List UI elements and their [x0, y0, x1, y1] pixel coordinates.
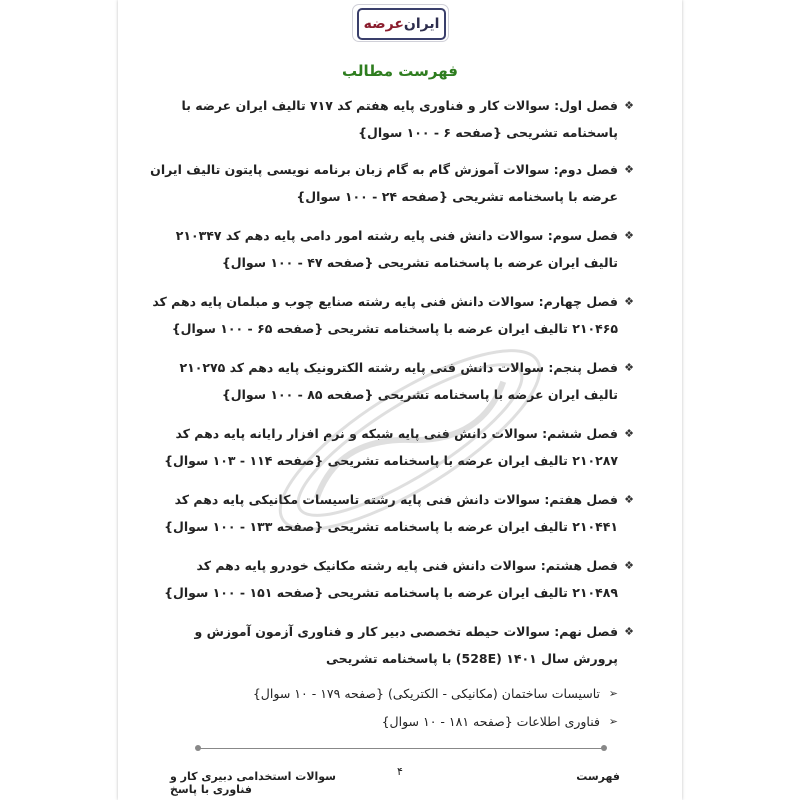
- diamond-bullet-icon: ❖: [624, 99, 634, 112]
- diamond-bullet-icon: ❖: [624, 559, 634, 572]
- toc-item-text: فصل چهارم: سوالات دانش فنی پایه رشته صنایع چوب و مبلمان پایه دهم کد ۲۱۰۴۶۵ تالیف ایران عرضه با پاسخنامه تشریحی {صفحه ۶۵ - ۱۰۰ سوال}: [152, 294, 618, 336]
- arrow-bullet-icon: ➢: [608, 687, 618, 700]
- toc-subitem-text: تاسیسات ساختمان (مکانیکی - الکتریکی) {صفحه ۱۷۹ - ۱۰ سوال}: [252, 686, 600, 701]
- toc-item: [150, 222, 636, 276]
- logo-text-b: عرضه: [363, 16, 404, 32]
- diamond-bullet-icon: ❖: [624, 229, 634, 242]
- toc-item-text: فصل نهم: سوالات حیطه تخصصی دبیر کار و فناوری آزمون آموزش و پرورش سال ۱۴۰۱ (528E) با پاسخنامه تشریحی: [194, 624, 618, 666]
- toc-item-text: فصل هفتم: سوالات دانش فنی پایه رشته تاسیسات مکانیکی پایه دهم کد ۲۱۰۴۴۱ تالیف ایران عرضه با پاسخنامه تشریحی {صفحه ۱۳۳ - ۱۰۰ سوال}: [164, 492, 618, 534]
- toc-item-text: فصل هشتم: سوالات دانش فنی پایه رشته مکانیک خودرو پایه دهم کد ۲۱۰۴۸۹ تالیف ایران عرضه با پاسخنامه تشریحی {صفحه ۱۵۱ - ۱۰۰ سوال}: [164, 558, 618, 600]
- toc-item-text: فصل دوم: سوالات آموزش گام به گام زبان برنامه نویسی پایتون تالیف ایران عرضه با پاسخنامه تشریحی {صفحه ۲۴ - ۱۰۰ سوال}: [150, 162, 618, 204]
- toc-item: [150, 288, 636, 342]
- toc-subitem-text: فناوری اطلاعات {صفحه ۱۸۱ - ۱۰ سوال}: [381, 714, 600, 729]
- diamond-bullet-icon: ❖: [624, 625, 634, 638]
- footer-book-title: سوالات استخدامی دبیری کار و فناوری با پاسخ: [170, 770, 337, 796]
- toc-item: [150, 552, 636, 606]
- diamond-bullet-icon: ❖: [624, 361, 634, 374]
- footer-divider-dot: [601, 745, 607, 751]
- diamond-bullet-icon: ❖: [624, 163, 634, 176]
- toc-item-text: فصل پنجم: سوالات دانش فنی پایه رشته الکترونیک پایه دهم کد ۲۱۰۲۷۵ تالیف ایران عرضه با پاسخنامه تشریحی {صفحه ۸۵ - ۱۰۰ سوال}: [179, 360, 618, 402]
- diamond-bullet-icon: ❖: [624, 493, 634, 506]
- footer-divider: [198, 748, 604, 749]
- toc-title: فهرست مطالب: [342, 62, 458, 80]
- page-number: ۴: [397, 765, 403, 778]
- toc-subitem: [150, 710, 636, 734]
- logo-text-a: ایران: [403, 16, 440, 32]
- diamond-bullet-icon: ❖: [624, 427, 634, 440]
- diamond-bullet-icon: ❖: [624, 295, 634, 308]
- toc-item-text: فصل اول: سوالات کار و فناوری پایه هفتم کد ۷۱۷ تالیف ایران عرضه با پاسخنامه تشریحی {صفحه ۶ - ۱۰۰ سوال}: [181, 98, 618, 140]
- brand-logo: [357, 8, 446, 40]
- footer-divider-dot: [195, 745, 201, 751]
- toc-item: [150, 486, 636, 540]
- toc-item: [150, 156, 636, 210]
- arrow-bullet-icon: ➢: [608, 715, 618, 728]
- footer-section-label: فهرست: [576, 770, 620, 783]
- toc-subitem: [150, 682, 636, 706]
- toc-item: [150, 92, 636, 146]
- toc-item: [150, 420, 636, 474]
- toc-item-text: فصل سوم: سوالات دانش فنی پایه رشته امور دامی پایه دهم کد ۲۱۰۳۴۷ تالیف ایران عرضه با پاسخنامه تشریحی {صفحه ۴۷ - ۱۰۰ سوال}: [175, 228, 618, 270]
- toc-item-text: فصل ششم: سوالات دانش فنی پایه شبکه و نرم افزار رایانه پایه دهم کد ۲۱۰۲۸۷ تالیف ایران عرضه با پاسخنامه تشریحی {صفحه ۱۱۴ - ۱۰۳ سوال}: [164, 426, 618, 468]
- toc-item: [150, 618, 636, 672]
- toc-item: [150, 354, 636, 408]
